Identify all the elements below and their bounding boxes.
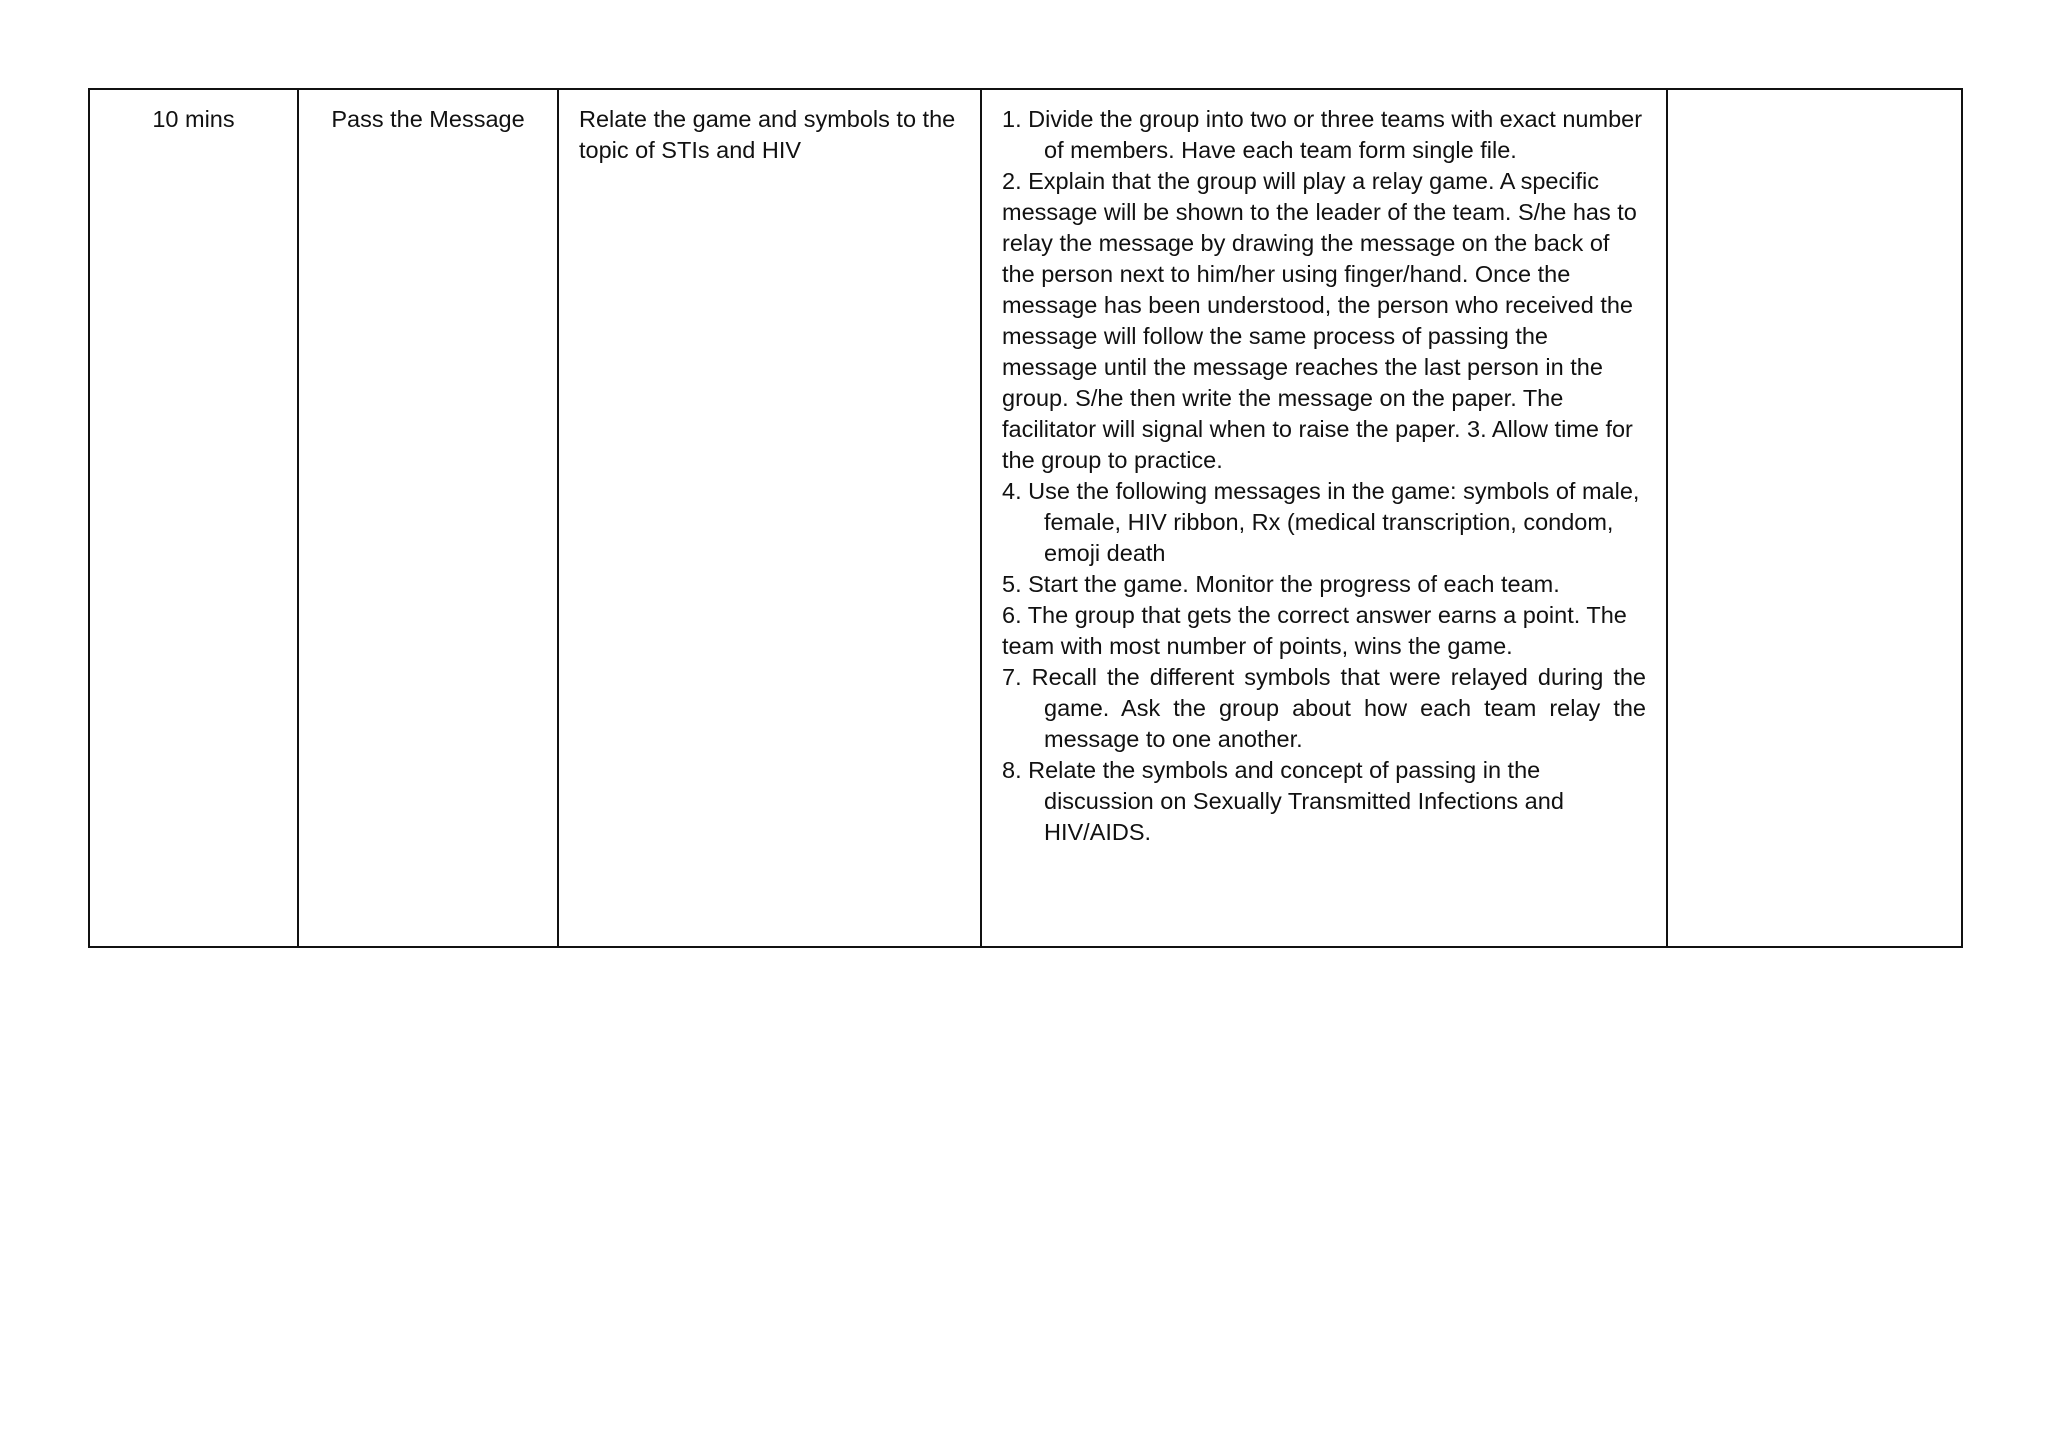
procedure-step: 7. Recall the different symbols that were relayed during the game. Ask the group about how each team relay the message to one another. xyxy=(1002,664,1646,752)
time-cell xyxy=(89,89,298,947)
objective-text: Relate the game and symbols to the topic of STIs and HIV xyxy=(579,106,956,163)
remarks-cell xyxy=(1667,89,1962,947)
procedure-step: 6. The group that gets the correct answer earns a point. The team with most number of points, wins the game. xyxy=(1002,602,1627,659)
procedure-step: 2. Explain that the group will play a relay game. A specific message will be shown to the leader of the team. S/he has to relay the message by drawing the message on the back of the person next to him/her using finger/hand. Once the message has been understood, the person who received the message will follow the same process of passing the message until the message reaches the last person in the group. S/he then write the message on the paper. The facilitator will signal when to raise the paper. 3. Allow time for the group to practice. xyxy=(1002,168,1637,473)
procedure-step: 4. Use the following messages in the game: symbols of male, female, HIV ribbon, Rx (medical transcription, condom, emoji death xyxy=(1002,478,1640,566)
table-row xyxy=(89,89,1962,947)
procedure-step: 1. Divide the group into two or three teams with exact number of members. Have each team form single file. xyxy=(1002,106,1643,163)
objective-cell xyxy=(558,89,981,947)
procedure-steps xyxy=(1002,104,1646,848)
lesson-plan-table xyxy=(88,88,1963,948)
activity-title: Pass the Message xyxy=(331,106,525,132)
procedure-step: 5. Start the game. Monitor the progress of each team. xyxy=(1002,571,1560,597)
activity-cell xyxy=(298,89,558,947)
procedure-cell xyxy=(981,89,1667,947)
procedure-step: 8. Relate the symbols and concept of passing in the discussion on Sexually Transmitted Infections and HIV/AIDS. xyxy=(1002,757,1564,845)
time-allotment: 10 mins xyxy=(152,106,235,132)
